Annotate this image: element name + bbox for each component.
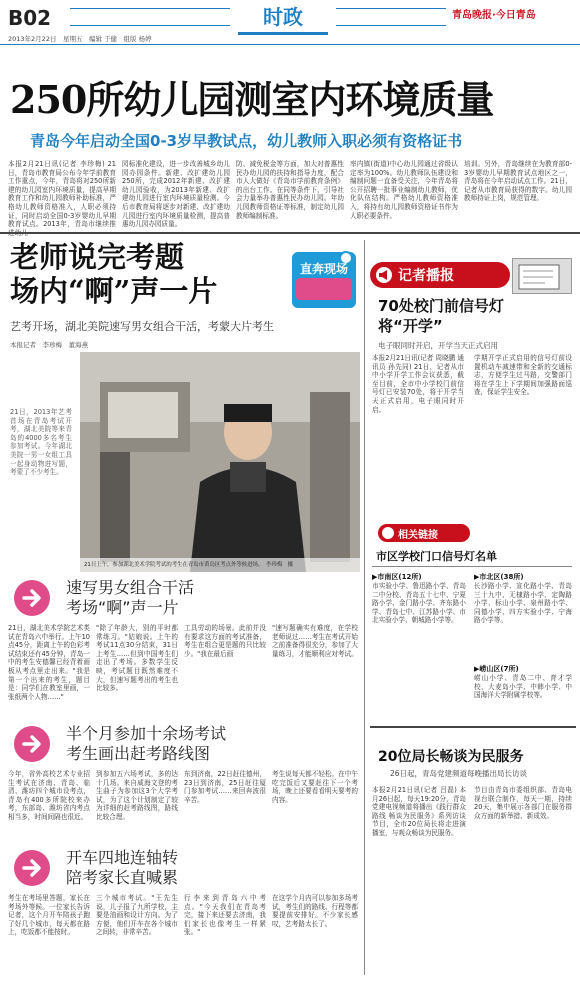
section1-title-line1: 速写男女组合干活 bbox=[66, 578, 195, 597]
section-title: 时政 bbox=[238, 0, 328, 35]
masthead-logo: 青岛晚报·今日青岛 bbox=[452, 10, 536, 21]
district3-list: 崂山小学、青岛二中、育才学校、大麦岛小学、中韩小学、中国海洋大学附属学校等。 bbox=[474, 674, 572, 700]
related-link-title: 市区学校门口信号灯名单 bbox=[376, 550, 497, 563]
arrow-right-icon bbox=[14, 850, 50, 886]
section2-column-2: 到参加五六场考试，多的达十几场。来自威海文登的考生曲子为参加这3个大学考试，为了这个计划制定了较为详细的赶考路线图，路线比较合理。 bbox=[96, 770, 178, 821]
page-number: B02 bbox=[8, 6, 52, 30]
sidebar2-title: 20位局长畅谈为民服务 bbox=[378, 749, 524, 765]
district2-list: 长沙路小学、宣化路小学、青岛三十九中、无棣路小学、定陶路小学、标山小学、泉州路小学、同德小学、四方实验小学、宁海路小学等。 bbox=[474, 582, 572, 625]
sidebar-news1-title bbox=[378, 296, 504, 336]
lead-column-3: 防、减免税金等方面，加大对普惠性民办幼儿园的扶持和指导力度，配合市人大做好《青岛市学前教育条例》的出台工作。在同等条件下，引导社会力量举办普惠性民办幼儿园。年幼儿园教师资格证等标准，制定幼儿园教师编制标准。 bbox=[236, 160, 344, 220]
section2-title-line1: 半个月参加十余场考试 bbox=[66, 724, 227, 743]
section1-column-1: 21日，湖北美术学院艺术类试在青岛六中举行。上午10点45分，距离上午的色彩考试结束还有45分钟，青岛一中的考生安德馨已经背着画板从考点里走出来。"我是第一个出来的考生，题目是：同学们在教室里画，一张纸两个人物……" bbox=[8, 624, 90, 701]
sidebar-news1-column-1: 本报2月21日讯(记者 周晓鹏 通讯员 孙先同) 21日，记者从市中小学开学工作会议获悉，截至目前，全市中小学校门前信号灯已安装70处，将于开学当天正式启用，电子眼同时开启。 bbox=[372, 354, 464, 414]
article1-headline-line2: 场内“啊”声一片 bbox=[10, 274, 218, 308]
header-rule-right bbox=[336, 8, 446, 26]
live-badge bbox=[290, 248, 358, 316]
section3-title bbox=[66, 848, 178, 888]
section2-column-4: 考生说每天都不轻松。在中午吃完饭后又要赶往下一个考场，晚上还要看看明天要考的内容。 bbox=[272, 770, 358, 804]
district1-heading: ▶市南区(12所) bbox=[372, 573, 422, 581]
section3-column-2: 三个城市考试。"王先生说，儿子报了九所学校，主要是油画和设计方向。为了方便，他们开车在各个城市之间转，非常辛苦。 bbox=[96, 894, 178, 937]
lead-headline: 250所幼儿园测室内环境质量 bbox=[10, 77, 494, 122]
district1-list: 市实验小学、鲁迅路小学、青岛二中分校、青岛五十七中、宁夏路小学、金门路小学、齐东路小学、青岛七中、江苏路小学、市北实验小学、朝城路小学等。 bbox=[372, 582, 466, 625]
lead-divider bbox=[0, 232, 580, 234]
photo-scene bbox=[80, 352, 360, 572]
megaphone-icon bbox=[376, 267, 392, 283]
section3-column-1: 考生在考场里答题，家长在考场外等候。一位家长告诉记者，这个月开车陪孩子跑了好几个城市，每天都在路上，吃饭都不能按时。 bbox=[8, 894, 90, 937]
related-link-tag bbox=[378, 524, 470, 542]
sidebar2-sub: 26日起，青岛党建频道每晚播出局长访谈 bbox=[390, 769, 528, 778]
section1-column-4: "速写题确实有难度，在学校老师说过……考生在考试开始之前准备得很充分，参加了大量练习，才能顺利应对考试。 bbox=[272, 624, 358, 658]
sidebar-news1-column-2: 学期开学正式启用的信号灯前设置机动车减速带和全新的交通标志，方便学生过马路，交警部门将在学生上下学期间加强路面巡查，保证学生安全。 bbox=[474, 354, 572, 397]
section3-title-line1: 开车四地连轴转 bbox=[66, 848, 179, 867]
related-link-label: 相关链接 bbox=[398, 530, 438, 541]
dateline: 2013年2月22日 星期五 编辑 于健 组版 杨婷 bbox=[8, 35, 152, 43]
sidebar-news1-title-line1: 70处校门前信号灯 bbox=[378, 297, 504, 315]
header-divider bbox=[0, 44, 580, 45]
header-rule-left bbox=[70, 8, 230, 26]
section2-column-1: 今年，省外高校艺术专业招生考试在济南、青岛、临清、潍坊四个城市设考点，青岛有400多所院校来办考，东部岛、潍坊省内考点相当多，时间间隔也很近。 bbox=[8, 770, 90, 821]
reporter-tag-label: 记者播报 bbox=[398, 268, 454, 284]
district3-heading: ▶崂山区(7所) bbox=[474, 665, 519, 673]
live-badge-label: 直奔现场 bbox=[299, 262, 348, 276]
section1-title bbox=[66, 578, 194, 618]
section1-column-2: "除了年龄大，别的平时都常练习。"姑娘说。上午的考试11点30分结束，31日上考生……但到中国考生们走出了考场。多数学生反映，考试题目既然难度不大，但速写题考出的考生也比较多。 bbox=[96, 624, 178, 693]
section3-column-4: 在这学个月内可以参加多场考试，考生们的路线、行程等都要提前安排好。不少家长感叹，艺考路太长了。 bbox=[272, 894, 358, 928]
section3-column-3: 行李来到青岛六中考点。"今天我们在青岛考完，接下来还要去济南，我们家长也像考生一样紧张。" bbox=[184, 894, 266, 937]
sidebar-news1-title-line2: 将“开学” bbox=[378, 317, 443, 335]
lead-column-1: 本报2月21日讯(记者 李珍梅) 21日，青岛市教育局公布今年学前教育工作重点，今年，青岛将对250所新建的幼儿园室内环境质量，提高早期教育工作和幼儿园教师补助标准，严格幼儿教师资格准入，人职必须持证，同时启动全国0-3岁婴幼儿早期教育试点。2013年，青岛市继续推 bbox=[8, 160, 116, 229]
section1-column-3: 工具劳动的场景。此前并没有要求这方面的考试准备，考生在组合更是题的只比较少。"我在最后画 bbox=[184, 624, 266, 658]
arrow-right-icon bbox=[14, 726, 50, 762]
district2-heading: ▶市北区(38所) bbox=[474, 573, 524, 581]
article1-subhead: 艺考开场，湖北美院速写男女组合干活，考蒙大片考生 bbox=[10, 320, 274, 333]
section2-title bbox=[66, 724, 226, 764]
related-divider bbox=[372, 566, 572, 567]
photo-note: 21日，2013年艺考首场在青岛考试开考，湖北美院等来青岛的4000多名考生参加考试。今年湖北美院一男一女组工具一起身动物进写题，考蒙了不少考生。 bbox=[10, 408, 72, 477]
sidebar2-column-1: 本报2月21日讯(记者 吕磊) 本月26日起，每天19:20分，青岛党建电视频道将播出《践行群众路线 畅谈为民服务》系列访谈节目，全市20位局长将走进演播室，与观众畅谈为民服务。 bbox=[372, 786, 466, 837]
lead-column-5: 培训。另外，青岛继续在为教育部0-3岁婴幼儿早期教育试点地区之一，青岛将在今年启动试点工作。21日，记者从市教育局获得的数字。幼儿园教师持证上岗，规范管理。 bbox=[464, 160, 572, 203]
lead-column-4: 率内镇(街道)中心幼儿园通过省级认定率为100%。幼儿教师队伍建设和编制问题一直备受关注，今年青岛将公开招聘一批事业编制幼儿教师，优化队伍结构。严格幼儿教师资格准入，将持有幼儿园教师资格证书作为人职必要条件。 bbox=[350, 160, 458, 220]
news-icon bbox=[512, 258, 572, 294]
sidebar-news1-sub: 电子眼同时开启，开学当天正式启用 bbox=[378, 341, 498, 350]
lead-column-2: 园标准化建设，进一步改善城乡幼儿园办园条件。新建、改扩建幼儿园250所，完成2012年新建、改扩建幼儿园验收，为2013年新建、改扩建幼儿园进行室内环境质量检测。今后市教育局将逐步对新建、改扩建幼儿园进行室内环境质量检测，提高普惠幼儿园办园质量。 bbox=[122, 160, 230, 229]
news-photo bbox=[80, 352, 360, 572]
column-divider bbox=[364, 240, 365, 975]
article1-byline: 本报记者 李珍梅 董海燕 bbox=[10, 341, 88, 349]
article1-headline bbox=[10, 240, 217, 308]
section3-title-line2: 陪考家长直喊累 bbox=[66, 868, 179, 887]
sidebar2-column-2: 节目由青岛市委组织部、青岛电视台联合制作，每天一期，持续20天，集中展示各部门在服务群众方面的新举措、新成效。 bbox=[474, 786, 572, 820]
sidebar-divider bbox=[370, 726, 576, 728]
link-icon bbox=[382, 527, 394, 539]
reporter-tag bbox=[370, 262, 510, 288]
arrow-right-icon bbox=[14, 580, 50, 616]
section1-title-line2: 考场“啊”声一片 bbox=[66, 598, 179, 617]
article1-headline-line1: 老师说完考题 bbox=[10, 240, 185, 274]
photo-caption: 21日上午，参加湖北美术学院考试的考生在青岛市黄岛区考点外等候进场。 李珍梅 摄 bbox=[84, 562, 294, 568]
section2-column-3: 东到济南，22日赶往德州，23日到济南，25日赶往厦门参加考试……来回奔波很辛苦。 bbox=[184, 770, 266, 804]
section2-title-line2: 考生画出赶考路线图 bbox=[66, 744, 211, 763]
lead-subhead: 青岛今年启动全国0-3岁早教试点，幼儿教师入职必须有资格证书 bbox=[30, 132, 463, 150]
